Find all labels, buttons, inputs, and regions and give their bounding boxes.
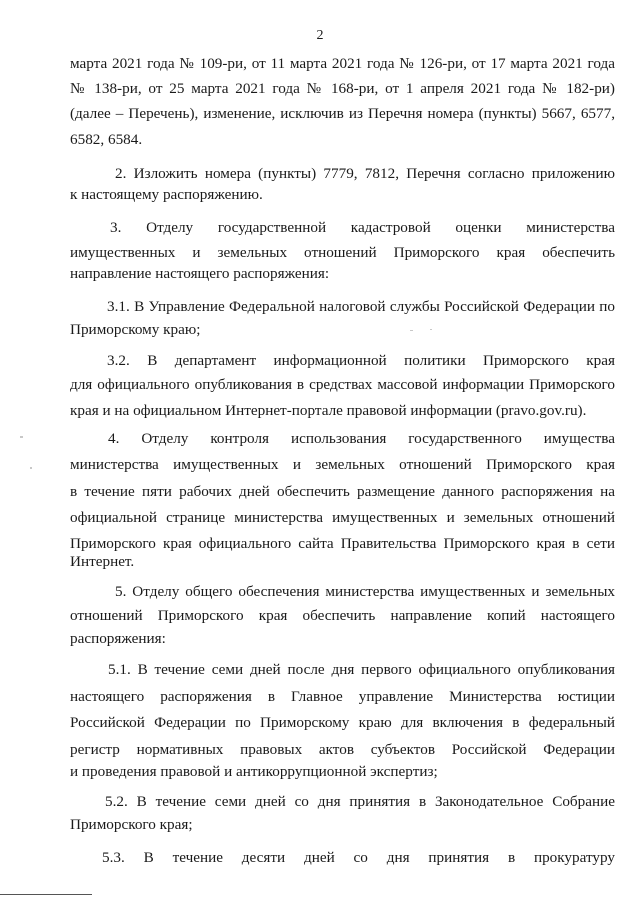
text-line: Приморского края официального сайта Правительства Приморского края в сети	[70, 535, 615, 552]
text-line: Интернет.	[70, 553, 135, 570]
paragraph-5-1-line: 5.1. В течение семи дней после дня первого официального опубликования	[108, 661, 615, 678]
text-line: Приморскому краю;	[70, 321, 201, 338]
paragraph-3-1-line: 3.1. В Управление Федеральной налоговой службы Российской Федерации по	[107, 298, 615, 315]
text-line: направление настоящего распоряжения:	[70, 265, 330, 282]
paragraph-2-line: 2. Изложить номера (пункты) 7779, 7812, Перечня согласно приложению	[115, 165, 615, 182]
text-line: в течение пяти рабочих дней обеспечить размещение данного распоряжения на	[70, 483, 615, 500]
text-line: отношений Приморского края обеспечить направление копий настоящего	[70, 607, 615, 624]
paragraph-3-2-line: 3.2. В департамент информационной политики Приморского края	[107, 352, 615, 369]
paragraph-5-line: 5. Отделу общего обеспечения министерства имущественных и земельных	[115, 583, 615, 600]
text-line: № 138-ри, от 25 марта 2021 года № 168-ри, от 1 апреля 2021 года № 182-ри)	[70, 80, 615, 97]
scan-speck	[410, 330, 413, 331]
paragraph-3-line: 3. Отделу государственной кадастровой оценки министерства	[110, 219, 615, 236]
text-line: официальной странице министерства имущественных и земельных отношений	[70, 509, 615, 526]
text-line: Приморского края;	[70, 816, 193, 833]
text-line: Российской Федерации по Приморскому краю для включения в федеральный	[70, 714, 615, 731]
footnote-separator	[0, 894, 92, 895]
scan-speck	[30, 467, 32, 469]
text-line: 6582, 6584.	[70, 131, 143, 148]
text-line: и проведения правовой и антикоррупционной экспертиз;	[70, 763, 438, 780]
text-line: марта 2021 года № 109-ри, от 11 марта 2021 года № 126-ри, от 17 марта 2021 года	[70, 55, 615, 72]
text-line: края и на официальном Интернет-портале правовой информации (pravo.gov.ru).	[70, 402, 587, 419]
text-line: к настоящему распоряжению.	[70, 186, 263, 203]
paragraph-5-2-line: 5.2. В течение семи дней со дня принятия в Законодательное Собрание	[105, 793, 615, 810]
text-line: распоряжения:	[70, 630, 166, 647]
text-line: имущественных и земельных отношений Приморского края обеспечить	[70, 244, 615, 261]
paragraph-5-3-line: 5.3. В течение десяти дней со дня принятия в прокуратуру	[102, 849, 615, 866]
paragraph-4-line: 4. Отделу контроля использования государственного имущества	[108, 430, 615, 447]
scan-speck	[430, 329, 432, 330]
text-line: (далее – Перечень), изменение, исключив из Перечня номера (пункты) 5667, 6577,	[70, 105, 615, 122]
text-line: для официального опубликования в средствах массовой информации Приморского	[70, 376, 615, 393]
scan-speck	[20, 436, 23, 438]
text-line: регистр нормативных правовых актов субъектов Российской Федерации	[70, 741, 615, 758]
text-line: настоящего распоряжения в Главное управление Министерства юстиции	[70, 688, 615, 705]
text-line: министерства имущественных и земельных отношений Приморского края	[70, 456, 615, 473]
page-number: 2	[316, 28, 324, 43]
